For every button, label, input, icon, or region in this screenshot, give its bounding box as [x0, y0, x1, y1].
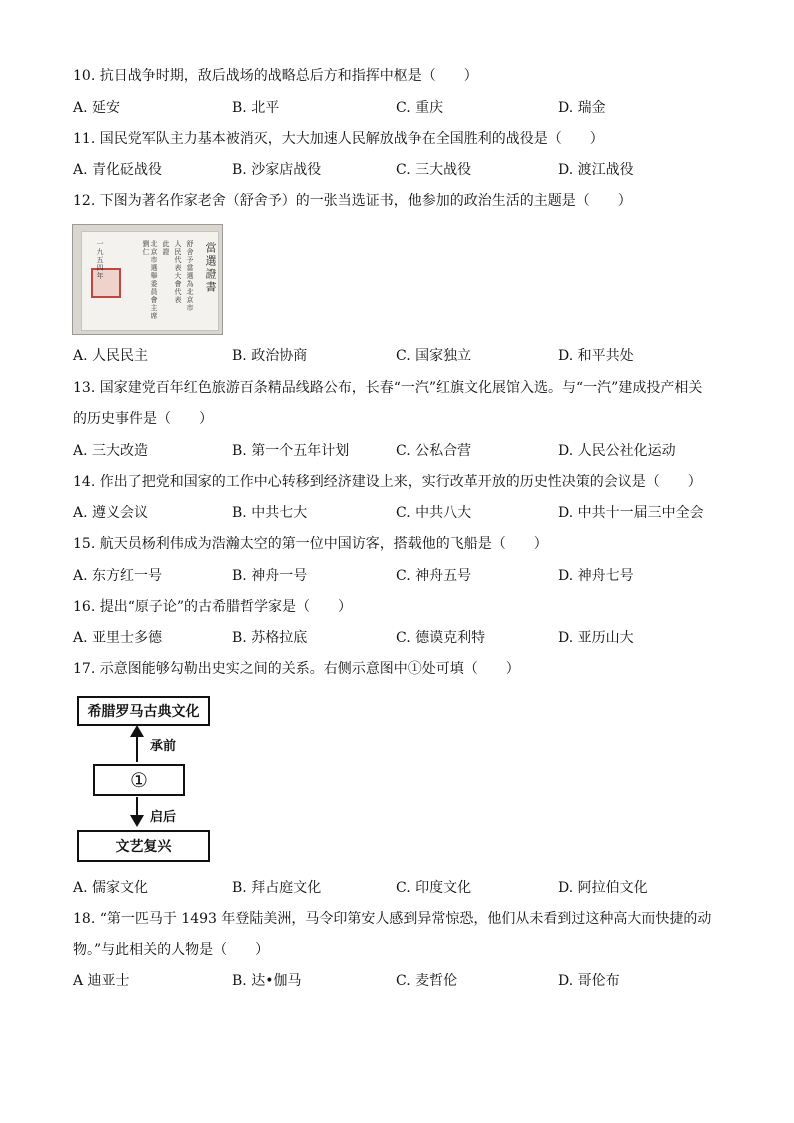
question-11-option-b: B. 沙家店战役 [232, 162, 322, 178]
question-18-stem-line-1: 18. “第一匹马于 1493 年登陆美洲，马令印第安人感到异常惊恐，他们从未看到过这种高大而快捷的动 [73, 911, 712, 927]
diagram-down-arrowhead [130, 815, 144, 827]
certificate-paper [81, 231, 219, 331]
question-15-option-c: C. 神舟五号 [396, 568, 472, 584]
diagram-label-lower: 启后 [150, 810, 177, 825]
question-14-stem: 14. 作出了把党和国家的工作中心转移到经济建设上来，实行改革开放的历史性决策的会议是（ ） [73, 474, 702, 490]
question-15-option-a: A. 东方红一号 [73, 568, 163, 584]
question-12-option-d: D. 和平共处 [558, 348, 634, 364]
question-18-stem-line-2: 物。”与此相关的人物是（ ） [73, 942, 270, 958]
question-12-option-c: C. 国家独立 [396, 348, 472, 364]
question-15-option-d: D. 神舟七号 [558, 568, 634, 584]
question-12-option-b: B. 政治协商 [232, 348, 308, 364]
certificate-line-2: 人民代表大會代表 [174, 240, 182, 304]
diagram-label-upper: 承前 [150, 739, 177, 754]
question-12-stem: 12. 下图为著名作家老舍（舒舍予）的一张当选证书，他参加的政治生活的主题是（ ） [73, 193, 632, 209]
question-12-option-a: A. 人民民主 [73, 348, 149, 364]
diagram-box-middle: ① [93, 764, 185, 796]
question-13-option-c: C. 公私合营 [396, 443, 472, 459]
question-18-option-b: B. 达•伽马 [232, 973, 302, 989]
certificate-line-4: 一九五四年 [96, 240, 104, 280]
question-15-option-b: B. 神舟一号 [232, 568, 308, 584]
election-certificate-photo [72, 224, 223, 335]
question-16-option-d: D. 亚历山大 [558, 630, 634, 646]
certificate-line-3: 此證 [162, 240, 170, 256]
diagram-box-bottom: 文艺复兴 [77, 830, 210, 862]
diagram-up-arrowhead [130, 725, 144, 737]
question-18-option-c: C. 麦哲伦 [396, 973, 458, 989]
certificate-line-5: 北京市選舉委員會主席 劉仁 [142, 240, 158, 320]
question-16-option-c: C. 德谟克利特 [396, 630, 486, 646]
question-16-stem: 16. 提出“原子论”的古希腊哲学家是（ ） [73, 599, 353, 615]
question-16-option-b: B. 苏格拉底 [232, 630, 308, 646]
question-10-option-b: B. 北平 [232, 100, 280, 116]
question-10-stem: 10. 抗日战争时期，敌后战场的战略总后方和指挥中枢是（ ） [73, 68, 478, 84]
diagram-down-arrow-shaft [136, 797, 138, 817]
question-13-stem-line-2: 的历史事件是（ ） [73, 411, 213, 427]
question-13-stem-line-1: 13. 国家建党百年红色旅游百条精品线路公布，长春“一汽”红旗文化展馆入选。与“一汽”建成投产相关 [73, 380, 703, 396]
question-11-option-a: A. 青化砭战役 [73, 162, 163, 178]
question-17-option-b: B. 拜占庭文化 [232, 880, 322, 896]
question-15-stem: 15. 航天员杨利伟成为浩瀚太空的第一位中国访客，搭载他的飞船是（ ） [73, 536, 548, 552]
question-13-option-b: B. 第一个五年计划 [232, 443, 350, 459]
question-17-option-d: D. 阿拉伯文化 [558, 880, 648, 896]
question-14-option-c: C. 中共八大 [396, 505, 472, 521]
certificate-line-1: 舒舍予當選為北京市 [186, 240, 194, 312]
question-14-option-d: D. 中共十一届三中全会 [558, 505, 704, 521]
question-18-option-a: A 迪亚士 [73, 973, 130, 989]
question-17-stem: 17. 示意图能够勾勒出史实之间的关系。右侧示意图中①处可填（ ） [73, 661, 520, 677]
certificate-title: 當選證書 [204, 242, 217, 294]
question-16-option-a: A. 亚里士多德 [73, 630, 163, 646]
question-11-stem: 11. 国民党军队主力基本被消灭，大大加速人民解放战争在全国胜利的战役是（ ） [73, 131, 604, 147]
question-11-option-d: D. 渡江战役 [558, 162, 634, 178]
question-11-option-c: C. 三大战役 [396, 162, 472, 178]
question-14-option-b: B. 中共七大 [232, 505, 308, 521]
question-10-option-c: C. 重庆 [396, 100, 444, 116]
question-14-option-a: A. 遵义会议 [73, 505, 149, 521]
question-13-option-d: D. 人民公社化运动 [558, 443, 676, 459]
question-10-option-d: D. 瑞金 [558, 100, 606, 116]
question-17-option-a: A. 儒家文化 [73, 880, 149, 896]
question-13-option-a: A. 三大改造 [73, 443, 149, 459]
diagram-box-top: 希腊罗马古典文化 [77, 696, 210, 726]
question-17-option-c: C. 印度文化 [396, 880, 472, 896]
question-18-option-d: D. 哥伦布 [558, 973, 620, 989]
question-10-option-a: A. 延安 [73, 100, 121, 116]
